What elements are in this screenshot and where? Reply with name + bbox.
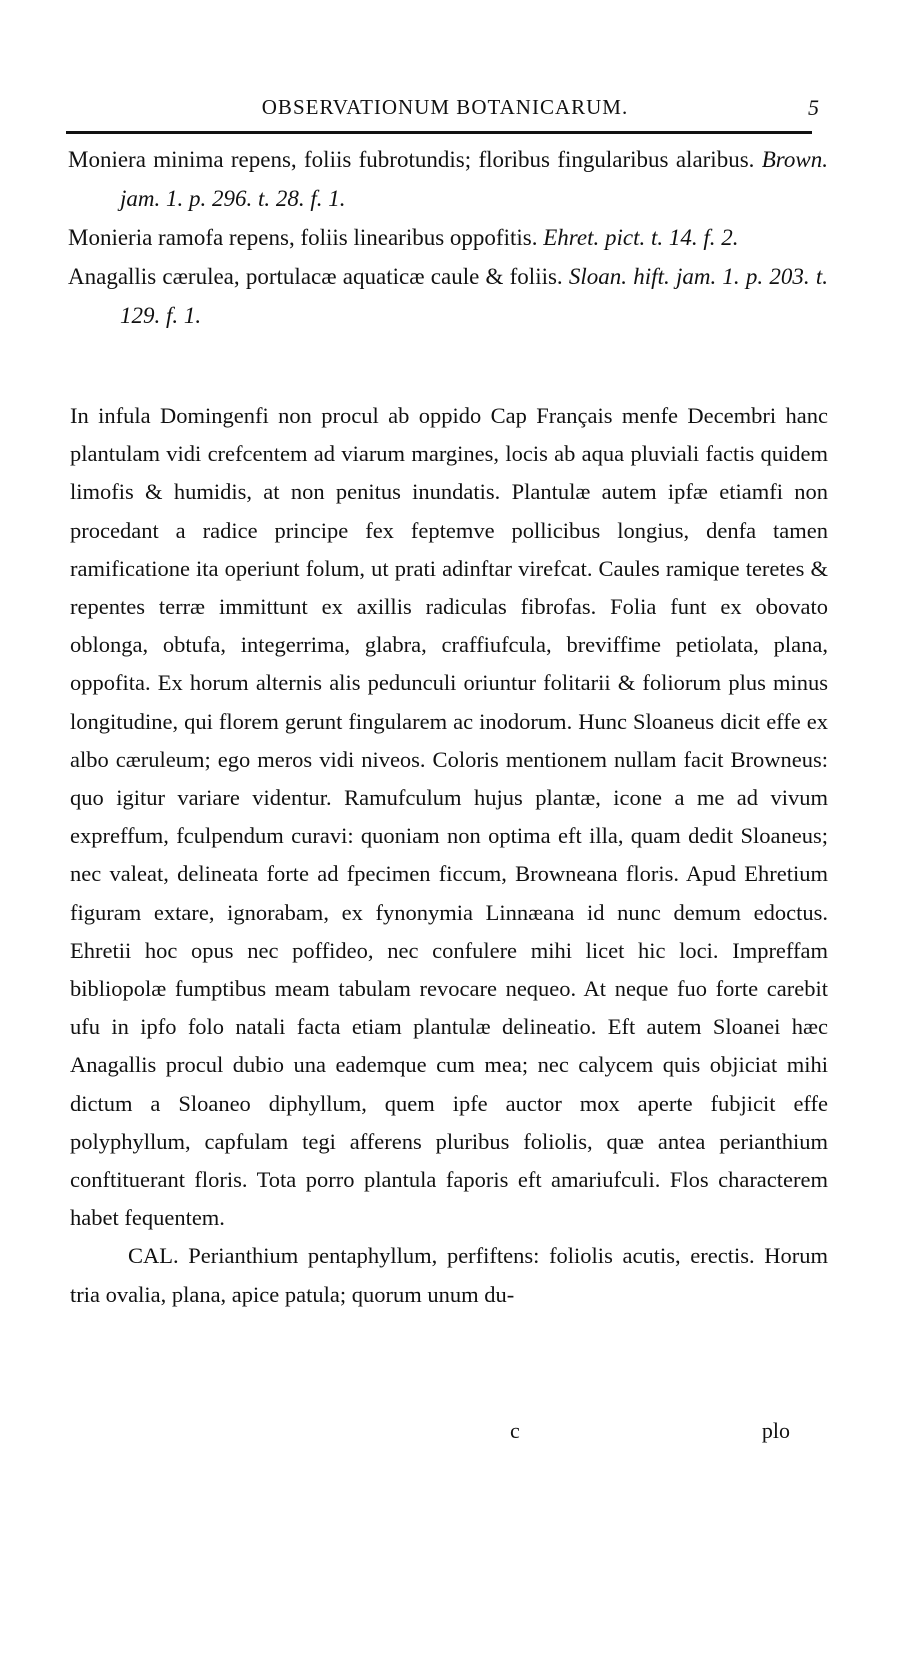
- header-rule: [66, 131, 812, 134]
- synonym-reference: Ehret. pict. t. 14. f. 2.: [543, 225, 739, 250]
- catchword: plo: [761, 1418, 790, 1443]
- page-number: 5: [808, 95, 820, 120]
- synonym-entry: [68, 218, 828, 257]
- signature-mark: c: [510, 1418, 520, 1443]
- catchline: [70, 1418, 790, 1458]
- synonym-text: Anagallis cærulea, portulacæ aquaticæ caule & foliis.: [68, 264, 569, 289]
- running-head: [70, 95, 820, 127]
- synonym-entry: [68, 140, 828, 218]
- synonym-text: Moniera minima repens, foliis fubrotundis; floribus fingularibus alaribus.: [68, 147, 762, 172]
- running-title: OBSERVATIONUM BOTANICARUM.: [261, 95, 629, 119]
- body-text: [70, 397, 828, 1314]
- synonym-list: [68, 140, 828, 335]
- synonym-reference: Sloan. hift. jam. 1. p. 203. t. 129. f. 1.: [120, 264, 829, 328]
- synonym-reference: Brown. jam. 1. p. 296. t. 28. f. 1.: [120, 147, 828, 211]
- paragraph-description: In infula Domingenfi non procul ab oppido Cap Français menfe Decembri hanc plantulam vidi crefcentem ad viarum margines, locis ab aqua pluviali factis quidem limofis & humidis, at non penitus inundatis. Plantulæ autem ipfæ etiamfi non procedant a radice principe fex feptemve pollicibus longius, denfa tamen ramificatione ita operiunt folum, ut prati adinftar virefcat. Caules ramique teretes & repentes terræ immittunt ex axillis radiculas fibrofas. Folia funt ex obovato oblonga, obtufa, integerrima, glabra, craffiufcula, breviffime petiolata, plana, oppofita. Ex horum alternis alis pedunculi oriuntur folitarii & foliorum plus minus longitudine, qui florem gerunt fingularem ac inodorum. Hunc Sloaneus dicit effe ex albo cæruleum; ego meros vidi niveos. Coloris mentionem nullam facit Browneus: quo igitur variare videntur. Ramufculum hujus plantæ, icone a me ad vivum expreffum, fculpendum curavi: quoniam non optima eft illa, quam dedit Sloaneus; nec valeat, delineata forte ad fpecimen ficcum, Browneana floris. Apud Ehretium figuram extare, ignorabam, ex fynonymia Linnæana id nunc demum edoctus. Ehretii hoc opus nec poffideo, nec confulere mihi licet hic loci. Impreffam bibliopolæ fumptibus meam tabulam revocare nequeo. At neque fuo forte carebit ufu in ipfo folo natali facta etiam plantulæ delineatio. Eft autem Sloanei hæc Anagallis procul dubio una eademque cum mea; nec calycem quis objiciat mihi dictum a Sloaneo diphyllum, quem ipfe auctor mox aperte fubjicit effe polyphyllum, capfulam tegi afferens pluribus foliolis, quæ antea perianthium conftituerant floris. Tota porro plantula faporis eft amariufculi. Flos characterem habet fequentem.: [70, 403, 828, 1231]
- paragraph-calyx: CAL. Perianthium pentaphyllum, perfiftens: foliolis acutis, erectis. Horum tria ovalia, plana, apice patula; quorum unum du-: [70, 1243, 828, 1307]
- synonym-text: Monieria ramofa repens, foliis linearibus oppofitis.: [68, 225, 544, 250]
- synonym-entry: [68, 257, 828, 335]
